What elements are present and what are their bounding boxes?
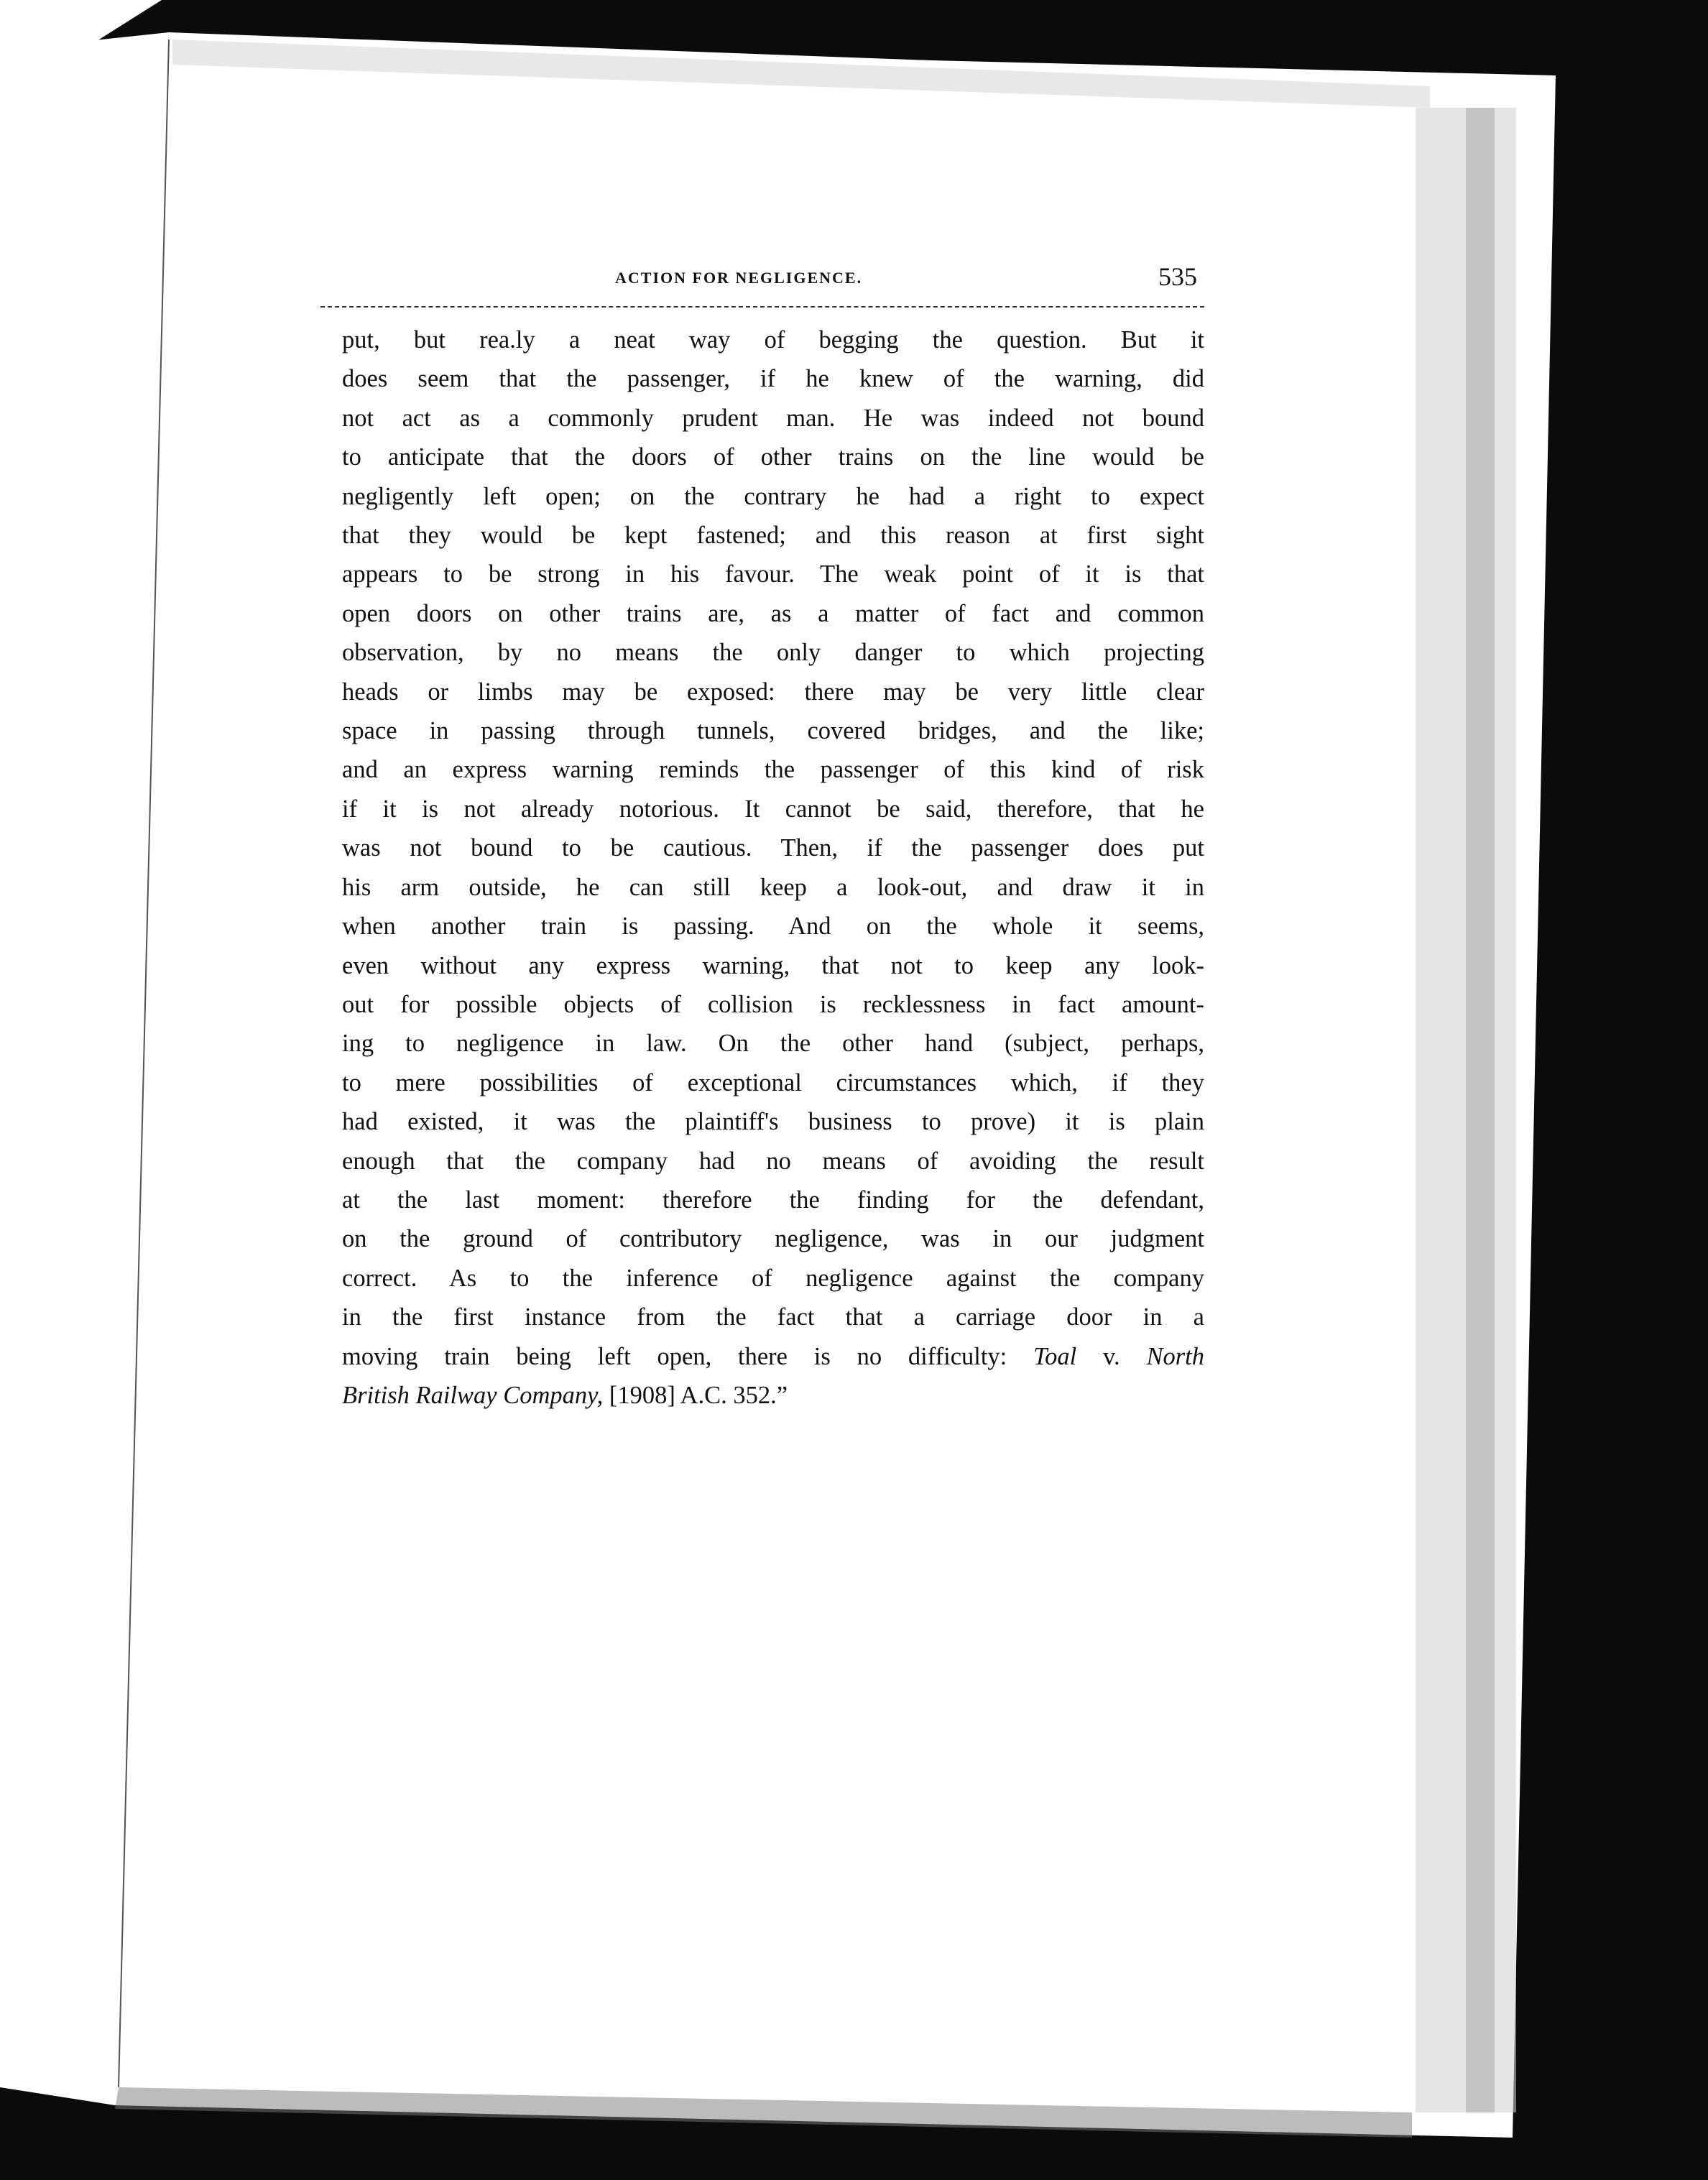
text-line: at the last moment: therefore the finding for the defendant, <box>342 1186 1204 1214</box>
text-line: if it is not already notorious. It cannot be said, therefore, that he <box>342 795 1204 823</box>
text-line: and an express warning reminds the passenger of this kind of risk <box>342 756 1204 784</box>
citation-lead: moving train being left open, there is no difficulty: <box>342 1342 1034 1370</box>
running-title: ACTION FOR NEGLIGENCE. <box>615 269 863 287</box>
text-line: in the first instance from the fact that a carriage door in a <box>342 1303 1204 1331</box>
text-line: to mere possibilities of exceptional circumstances which, if they <box>342 1068 1204 1096</box>
page-edge-right-inner <box>1466 108 1495 2112</box>
text-line: enough that the company had no means of avoiding the result <box>342 1147 1204 1175</box>
header-rule <box>320 306 1204 308</box>
text-line-final <box>342 1376 1204 1415</box>
body-paragraph <box>342 320 1204 1415</box>
text-line: out for possible objects of collision is recklessness in fact amount- <box>342 990 1204 1018</box>
text-line: observation, by no means the only danger to which projecting <box>342 639 1204 667</box>
text-line: that they would be kept fastened; and this reason at first sight <box>342 522 1204 550</box>
text-line: heads or limbs may be exposed: there may be very little clear <box>342 678 1204 706</box>
text-line: his arm outside, he can still keep a look-out, and draw it in <box>342 873 1204 901</box>
case-citation: [1908] A.C. 352.” <box>603 1381 788 1409</box>
text-line: even without any express warning, that not to keep any look- <box>342 951 1204 979</box>
running-head <box>342 259 1204 309</box>
text-line: to anticipate that the doors of other trains on the line would be <box>342 443 1204 471</box>
text-line: not act as a commonly prudent man. He was indeed not bound <box>342 404 1204 432</box>
text-line-citation <box>342 1337 1204 1376</box>
text-line: put, but rea.ly a neat way of begging the question. But it <box>342 326 1204 354</box>
text-line: open doors on other trains are, as a matter of fact and common <box>342 599 1204 627</box>
case-name-north: North <box>1146 1342 1204 1370</box>
page-content <box>342 259 1204 1415</box>
case-name-toal: Toal <box>1033 1342 1077 1370</box>
text-line: space in passing through tunnels, covered bridges, and the like; <box>342 717 1204 745</box>
page-number: 535 <box>1158 262 1197 291</box>
text-line: appears to be strong in his favour. The weak point of it is that <box>342 560 1204 588</box>
text-line: was not bound to be cautious. Then, if the passenger does put <box>342 834 1204 862</box>
text-line: ing to negligence in law. On the other hand (subject, perhaps, <box>342 1030 1204 1058</box>
text-line: on the ground of contributory negligence, was in our judgment <box>342 1225 1204 1253</box>
case-versus: v. <box>1076 1342 1147 1370</box>
text-line: when another train is passing. And on the whole it seems, <box>342 913 1204 941</box>
text-line: had existed, it was the plaintiff's business to prove) it is plain <box>342 1108 1204 1136</box>
case-name-british-railway: British Railway Company, <box>342 1381 604 1409</box>
text-line: does seem that the passenger, if he knew of the warning, did <box>342 365 1204 393</box>
text-line: negligently left open; on the contrary he had a right to expect <box>342 482 1204 510</box>
text-line: correct. As to the inference of negligence against the company <box>342 1264 1204 1292</box>
